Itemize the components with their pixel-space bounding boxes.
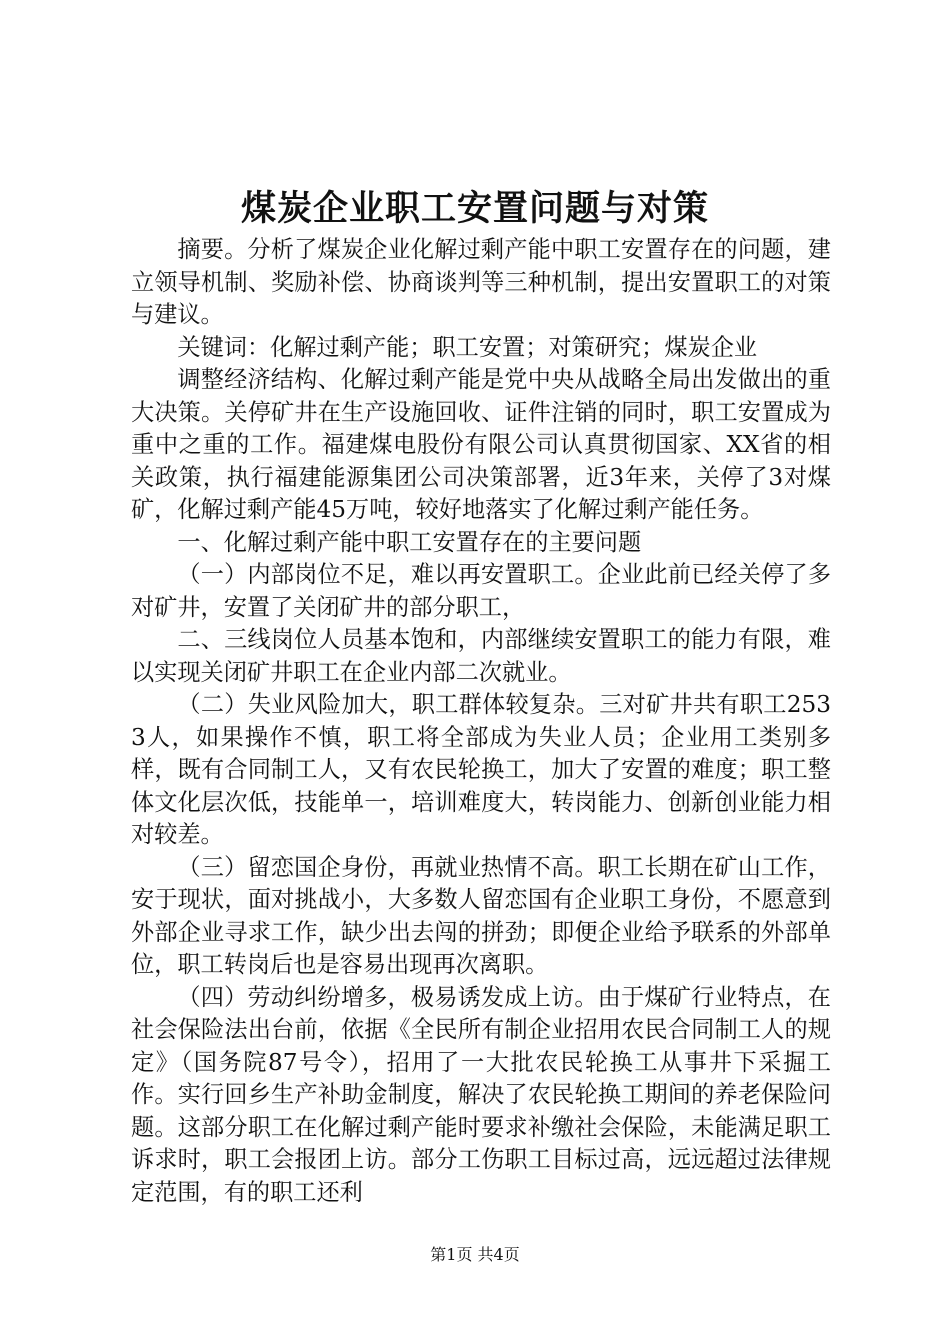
body-paragraph: （一）内部岗位不足，难以再安置职工。企业此前已经关停了多对矿井，安置了关闭矿井的部分职工， — [131, 561, 831, 621]
abstract-paragraph: 摘要。分析了煤炭企业化解过剩产能中职工安置存在的问题，建立领导机制、奖励补偿、协商谈判等三种机制，提出安置职工的对策与建议。 — [131, 236, 831, 328]
document-title: 煤炭企业职工安置问题与对策 — [240, 188, 709, 229]
page-number-footer: 第1页 共4页 — [430, 1245, 520, 1264]
intro-paragraph: 调整经济结构、化解过剩产能是党中央从战略全局出发做出的重大决策。关停矿井在生产设施回收、证件注销的同时，职工安置成为重中之重的工作。福建煤电股份有限公司认真贯彻国家、XX省的相关政策，执行福建能源集团公司决策部署，近3年来，关停了3对煤矿，化解过剩产能45万吨，较好地落实了化解过剩产能任务。 — [131, 366, 831, 523]
document-body — [131, 234, 831, 1209]
body-paragraph: （四）劳动纠纷增多，极易诱发成上访。由于煤矿行业特点，在社会保险法出台前，依据《全民所有制企业招用农民合同制工人的规定》（国务院87号令），招用了一大批农民轮换工从事井下采掘工作。实行回乡生产补助金制度，解决了农民轮换工期间的养老保险问题。这部分职工在化解过剩产能时要求补缴社会保险，未能满足职工诉求时，职工会报团上访。部分工伤职工目标过高，远远超过法律规定范围，有的职工还利 — [131, 983, 831, 1206]
keywords-paragraph: 关键词：化解过剩产能；职工安置；对策研究；煤炭企业 — [177, 333, 758, 361]
section-heading: 一、化解过剩产能中职工安置存在的主要问题 — [177, 528, 642, 556]
body-paragraph: （二）失业风险加大，职工群体较复杂。三对矿井共有职工2533人，如果操作不慎，职工将全部成为失业人员；企业用工类别多样，既有合同制工人，又有农民轮换工，加大了安置的难度；职工整体文化层次低，技能单一，培训难度大，转岗能力、创新创业能力相对较差。 — [131, 691, 831, 848]
body-paragraph: （三）留恋国企身份，再就业热情不高。职工长期在矿山工作，安于现状，面对挑战小，大多数人留恋国有企业职工身份，不愿意到外部企业寻求工作，缺少出去闯的拼劲；即便企业给予联系的外部单位，职工转岗后也是容易出现再次离职。 — [131, 853, 831, 978]
body-paragraph: 二、三线岗位人员基本饱和，内部继续安置职工的能力有限，难以实现关闭矿井职工在企业内部二次就业。 — [131, 626, 831, 686]
